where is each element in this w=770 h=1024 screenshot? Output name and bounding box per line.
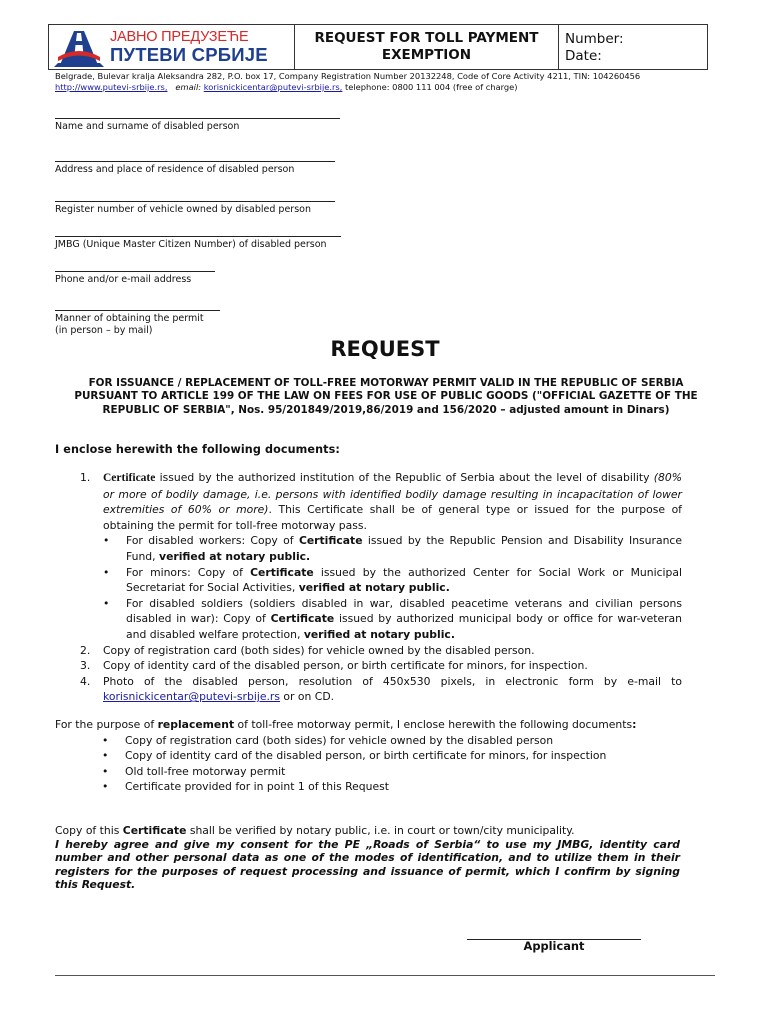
bullet-icon: •: [103, 596, 110, 610]
bullet-item: • For minors: Copy of Certificate issued by the authorized Center for Social Work or Municipal Secretariat for Social Activities, verified at notary public.: [103, 565, 682, 595]
verification-section: [55, 824, 680, 892]
roads-of-serbia-logo-icon: [54, 27, 104, 67]
list-item-number: 4.: [80, 674, 91, 688]
form-title-line-1: REQUEST FOR TOLL PAYMENT: [314, 30, 539, 46]
bullet-icon: •: [102, 780, 109, 794]
request-subtitle: FOR ISSUANCE / REPLACEMENT OF TOLL-FREE MOTORWAY PERMIT VALID IN THE REPUBLIC OF SERBIA PURSUANT TO ARTICLE 199 OF THE LAW ON FEES FOR USE OF PUBLIC GOODS ("OFFICIAL GAZETTE OF THE REPUBLIC OF SERBIA", Nos. 95/201849/2019,86/2019 and 156/2020 – adjusted amount in Dinars): [74, 377, 698, 416]
bullet-icon: •: [102, 764, 109, 778]
list-item: [80, 658, 682, 674]
verification-text: Copy of this Certificate shall be verified by notary public, i.e. in court or town/city municipality.: [55, 824, 575, 837]
number-label: Number:: [565, 31, 624, 47]
vehicle-field-label: Register number of vehicle owned by disabled person: [55, 204, 311, 215]
documents-heading: I enclose herewith the following documents:: [55, 443, 340, 456]
replacement-intro: For the purpose of replacement of toll-free motorway permit, I enclose herewith the following documents:: [55, 718, 637, 731]
list-item: [80, 643, 682, 659]
website-link[interactable]: http://www.putevi-srbije.rs,: [55, 82, 168, 92]
manner-field-line: [55, 310, 220, 311]
list-item-text: Copy of registration card (both sides) for vehicle owned by the disabled person.: [103, 643, 535, 657]
email-label: email:: [175, 82, 202, 92]
list-item: [80, 470, 682, 643]
manner-field-hint: (in person – by mail): [55, 325, 153, 336]
phone-field-line: [55, 271, 215, 272]
telephone-text: telephone: 0800 111 004 (free of charge): [345, 82, 518, 92]
list-item-text: Certificate issued by the authorized institution of the Republic of Serbia about the level of disability (80% or more of bodily damage, i.e. persons with identified bodily damage resulting in incapacitation of lower extremities of 60% or more). This Certificate shall be of general type or issued for the purpose of obtaining the permit for toll-free motorway pass. • For disabled workers: Copy of Certificate issued by the Republic Pension and Disability Insurance Fund, verified at notary public. • For minors: Copy of Certificate issued by the authorized Center for Social Work or Municipal Secretariat for Social Activities, verified at notary public. • For disabled soldiers (soldiers disabled in war, disabled peacetime veterans and civilian persons disabled in war): Copy of Certificate issued by authorized municipal body or office for war-veteran and disabled welfare protection, verified at notary public.: [103, 471, 683, 641]
list-item-number: 3.: [80, 659, 91, 673]
name-field-label: Name and surname of disabled person: [55, 121, 240, 132]
bullet-item: • Old toll-free motorway permit: [102, 764, 286, 778]
name-field-line: [55, 118, 340, 119]
form-title-line-2: EXEMPTION: [381, 47, 472, 63]
email-link[interactable]: korisnickicentar@putevi-srbije.rs: [103, 690, 280, 704]
logo-wordmark: [110, 30, 268, 65]
bullet-item: • Certificate provided for in point 1 of this Request: [102, 780, 389, 794]
manner-field-label: Manner of obtaining the permit: [55, 313, 204, 324]
header-table: [48, 24, 708, 70]
name-field[interactable]: [55, 118, 340, 133]
phone-field-label: Phone and/or e-mail address: [55, 274, 192, 285]
bullet-item: • Copy of identity card of the disabled person, or birth certificate for minors, for inspection: [102, 749, 607, 763]
bullet-icon: •: [102, 749, 109, 763]
form-title: [295, 25, 559, 69]
jmbg-field[interactable]: [55, 236, 341, 251]
replacement-section: [55, 717, 695, 795]
bullet-icon: •: [103, 534, 110, 548]
logo-line-2: ПУТЕВИ СРБИЈЕ: [110, 44, 268, 65]
company-address: Belgrade, Bulevar kralja Aleksandra 282, P.O. box 17, Company Registration Number 20132248, Code of Core Activity 4211, TIN: 104260456: [55, 71, 641, 81]
address-field[interactable]: [55, 161, 335, 176]
bullet-item: • Copy of registration card (both sides) for vehicle owned by the disabled person: [102, 733, 554, 747]
number-date-cell: [559, 25, 707, 69]
documents-list: [80, 470, 682, 705]
bullet-icon: •: [102, 733, 109, 747]
vehicle-field[interactable]: [55, 201, 335, 216]
address-field-label: Address and place of residence of disabled person: [55, 164, 295, 175]
vehicle-field-line: [55, 201, 335, 202]
logo-line-1: ЈАВНО ПРЕДУЗЕЋЕ: [110, 28, 249, 45]
request-title: REQUEST: [330, 337, 440, 361]
manner-field[interactable]: [55, 310, 220, 337]
list-item-number: 1.: [80, 471, 91, 484]
replacement-list: [102, 733, 695, 795]
jmbg-field-line: [55, 236, 341, 237]
bullet-icon: •: [103, 565, 110, 579]
list-item-text: Copy of identity card of the disabled person, or birth certificate for minors, for inspection.: [103, 659, 588, 673]
jmbg-field-label: JMBG (Unique Master Citizen Number) of disabled person: [55, 239, 327, 250]
applicant-label: Applicant: [523, 939, 585, 953]
company-contacts: [55, 82, 640, 93]
consent-text: I hereby agree and give my consent for the PE „Roads of Serbia“ to use my JMBG, identity card number and other personal data as one of the modes of identification, and to utilize them in their registers for the purposes of request processing and issuance of permit, which I confirm by signing this Request.: [55, 837, 680, 891]
certificate-bullets: [103, 533, 682, 642]
list-item-number: 2.: [80, 643, 91, 657]
bullet-item: • For disabled workers: Copy of Certificate issued by the Republic Pension and Disability Insurance Fund, verified at notary public.: [103, 534, 683, 563]
list-item-text: Photo of the disabled person, resolution of 450x530 pixels, in electronic form by e-mail to korisnickicentar@putevi-srbije.rs or on CD.: [103, 674, 682, 704]
footer-divider: [55, 975, 715, 976]
logo-cell: [49, 25, 295, 69]
phone-field[interactable]: [55, 271, 215, 286]
company-info: [55, 71, 640, 93]
bullet-item: • For disabled soldiers (soldiers disabled in war, disabled peacetime veterans and civilian persons disabled in war): Copy of Certificate issued by authorized municipal body or office for war-veteran and disabled welfare protection, verified at notary public.: [103, 596, 682, 641]
email-link[interactable]: korisnickicentar@putevi-srbije.rs,: [203, 82, 343, 92]
date-label: Date:: [565, 48, 602, 64]
list-item: [80, 674, 682, 705]
address-field-line: [55, 161, 335, 162]
